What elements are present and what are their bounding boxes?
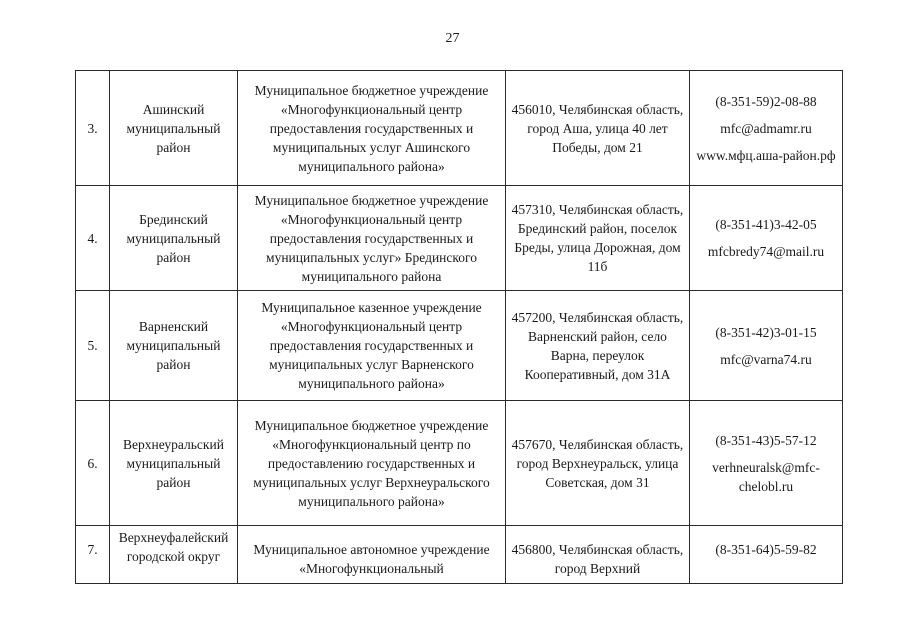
table-row xyxy=(76,526,843,584)
district-name: Верхнеуфалейский городской округ xyxy=(110,526,238,584)
table-row xyxy=(76,401,843,526)
email-link[interactable]: mfc@varna74.ru xyxy=(720,351,812,367)
phone-number: (8-351-59)2-08-88 xyxy=(715,93,817,109)
mfc-registry-table xyxy=(75,70,843,584)
district-name: Брединский муниципальный район xyxy=(110,186,238,291)
phone-number: (8-351-41)3-42-05 xyxy=(715,217,817,232)
contact-cell xyxy=(690,291,843,401)
district-name: Варненский муниципальный район xyxy=(110,291,238,401)
phone-number: (8-351-43)5-57-12 xyxy=(715,432,817,448)
table-row xyxy=(76,291,843,401)
contact-cell xyxy=(690,71,843,186)
district-name: Ашинский муниципальный район xyxy=(110,71,238,186)
contact-cell xyxy=(690,401,843,526)
table-row xyxy=(76,186,843,291)
postal-address: 457310, Челябинская область, Брединский район, поселок Бреды, улица Дорожная, дом 11б xyxy=(506,186,690,291)
organization-name: Муниципальное автономное учреждение «Многофункциональный xyxy=(238,526,506,584)
page-number: 27 xyxy=(445,31,460,46)
row-number: 6. xyxy=(76,401,110,526)
organization-name: Муниципальное бюджетное учреждение «Многофункциональный центр предоставления государственных и муниципальных услуг» Брединского муниципального района xyxy=(238,186,506,291)
contact-cell xyxy=(690,526,843,584)
row-number: 3. xyxy=(76,71,110,186)
postal-address: 457670, Челябинская область, город Верхнеуральск, улица Советская, дом 31 xyxy=(506,401,690,526)
district-name: Верхнеуральский муниципальный район xyxy=(110,401,238,526)
table-row xyxy=(76,71,843,186)
phone-number: (8-351-64)5-59-82 xyxy=(715,542,817,557)
postal-address: 456800, Челябинская область, город Верхний xyxy=(506,526,690,584)
row-number: 7. xyxy=(76,526,110,584)
row-number: 4. xyxy=(76,186,110,291)
email-link[interactable]: mfcbredy74@mail.ru xyxy=(707,244,825,259)
organization-name: Муниципальное бюджетное учреждение «Многофункциональный центр по предоставлению государственных и муниципальных услуг Верхнеуральского муниципального района» xyxy=(238,401,506,526)
email-link[interactable]: mfc@admamr.ru xyxy=(720,120,812,136)
row-number: 5. xyxy=(76,291,110,401)
phone-number: (8-351-42)3-01-15 xyxy=(715,324,817,340)
organization-name: Муниципальное казенное учреждение «Многофункциональный центр предоставления государственных и муниципальных услуг Варненского муниципального района» xyxy=(238,291,506,401)
email-link[interactable]: verhneuralsk@mfc-chelobl.ru xyxy=(712,459,820,494)
postal-address: 457200, Челябинская область, Варненский район, село Варна, переулок Кооперативный, дом 31А xyxy=(506,291,690,401)
postal-address: 456010, Челябинская область, город Аша, улица 40 лет Победы, дом 21 xyxy=(506,71,690,186)
website-link[interactable]: www.мфц.аша-район.рф xyxy=(696,147,836,163)
organization-name: Муниципальное бюджетное учреждение «Многофункциональный центр предоставления государственных и муниципальных услуг Ашинского муниципального района» xyxy=(238,71,506,186)
contact-cell xyxy=(690,186,843,291)
